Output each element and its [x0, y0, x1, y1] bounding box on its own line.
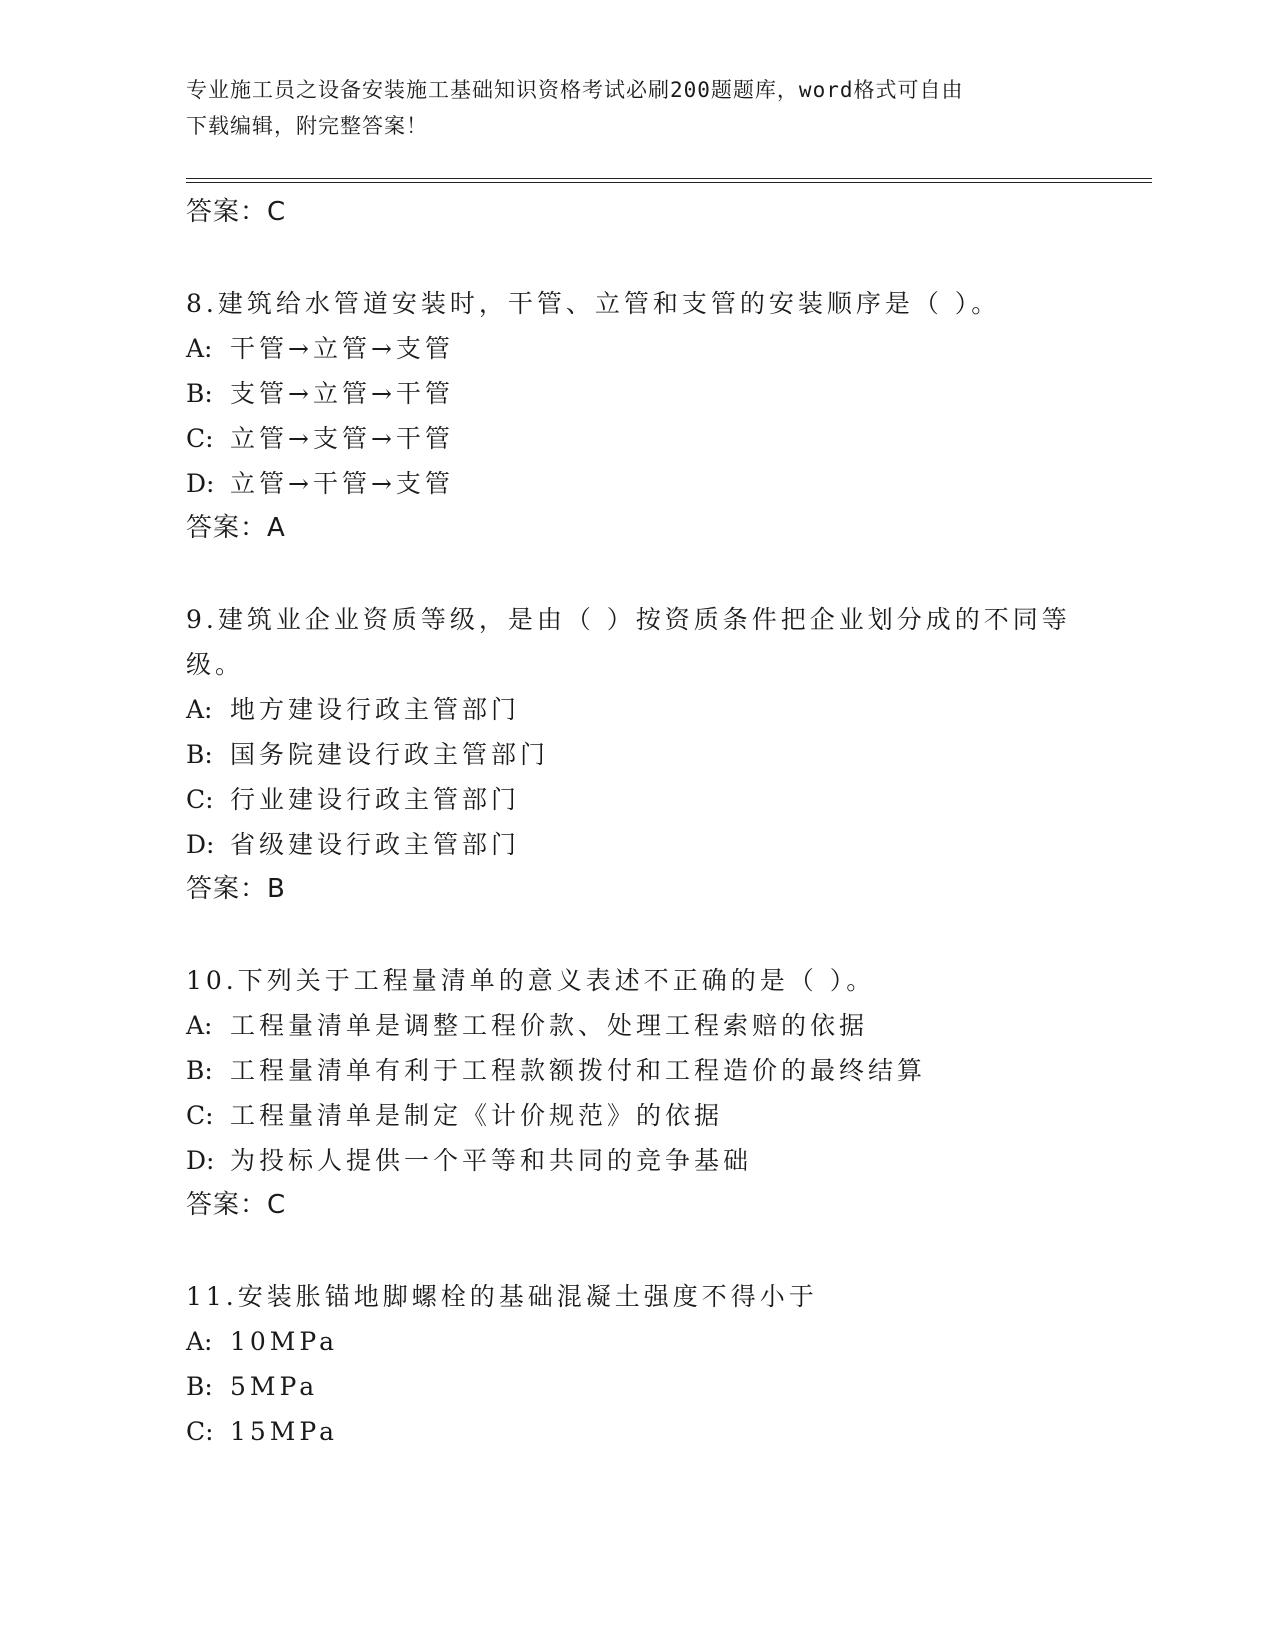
- option-key: C:: [186, 1101, 214, 1130]
- answer-label: 答案：: [186, 513, 268, 543]
- option-key: B:: [186, 1056, 213, 1085]
- option-a: [186, 1003, 1086, 1048]
- option-text: 工程量清单是制定《计价规范》的依据: [230, 1101, 724, 1130]
- header-divider: [186, 178, 1152, 183]
- option-key: C:: [186, 1417, 214, 1446]
- option-key: A:: [186, 1011, 213, 1040]
- option-key: D:: [186, 469, 215, 498]
- option-key: D:: [186, 1146, 215, 1175]
- answer-value: C: [267, 1190, 287, 1220]
- option-text: 5MPa: [230, 1372, 319, 1401]
- option-text: 省级建设行政主管部门: [230, 830, 521, 859]
- question-item: [186, 1274, 1086, 1454]
- option-a: [186, 1319, 1086, 1364]
- option-key: C:: [186, 424, 214, 453]
- option-a: [186, 687, 1086, 732]
- header-title-line-1: 专业施工员之设备安装施工基础知识资格考试必刷200题题库，word格式可自由: [186, 78, 964, 102]
- question-number: 11.: [186, 1282, 238, 1311]
- answer-label: 答案：: [186, 874, 268, 904]
- answer-line: [186, 867, 1086, 912]
- option-text: 立管→干管→支管: [230, 469, 454, 498]
- answer-value: C: [267, 197, 287, 227]
- option-c: [186, 1093, 1086, 1138]
- option-text: 工程量清单有利于工程款额拨付和工程造价的最终结算: [230, 1056, 927, 1085]
- option-b: [186, 1364, 1086, 1409]
- option-key: D:: [186, 830, 215, 859]
- document-header: [186, 72, 1086, 144]
- option-b: [186, 1048, 1086, 1093]
- answer-line: [186, 1183, 1086, 1228]
- question-text: 建筑给水管道安装时，干管、立管和支管的安装顺序是（ ）。: [217, 289, 1001, 318]
- option-text: 行业建设行政主管部门: [230, 785, 521, 814]
- answer-value: B: [267, 874, 286, 904]
- option-c: [186, 777, 1086, 822]
- option-text: 为投标人提供一个平等和共同的竞争基础: [230, 1146, 753, 1175]
- option-key: A:: [186, 334, 213, 363]
- option-b: [186, 371, 1086, 416]
- option-text: 10MPa: [230, 1327, 339, 1356]
- option-key: B:: [186, 740, 213, 769]
- option-key: B:: [186, 379, 213, 408]
- option-text: 立管→支管→干管: [230, 424, 454, 453]
- option-text: 干管→立管→支管: [230, 334, 454, 363]
- option-key: A:: [186, 695, 213, 724]
- option-a: [186, 326, 1086, 371]
- question-number: 9.: [186, 605, 218, 634]
- question-item: [186, 958, 1086, 1228]
- option-b: [186, 732, 1086, 777]
- option-c: [186, 1409, 1086, 1454]
- question-stem: [186, 281, 1086, 326]
- option-c: [186, 416, 1086, 461]
- option-text: 国务院建设行政主管部门: [230, 740, 550, 769]
- question-item: [186, 597, 1086, 912]
- question-stem: [186, 597, 1086, 687]
- answer-label: 答案：: [186, 197, 268, 227]
- question-text: 安装胀锚地脚螺栓的基础混凝土强度不得小于: [237, 1282, 818, 1311]
- option-text: 地方建设行政主管部门: [230, 695, 521, 724]
- option-text: 支管→立管→干管: [230, 379, 454, 408]
- answer-line: [186, 506, 1086, 551]
- header-title-line-2: 下载编辑，附完整答案！: [186, 114, 428, 138]
- answer-label: 答案：: [186, 1190, 268, 1220]
- question-text: 建筑业企业资质等级，是由（ ）按资质条件把企业划分成的不同等级。: [186, 605, 1071, 679]
- answer-value: A: [267, 513, 286, 543]
- option-key: B:: [186, 1372, 213, 1401]
- question-item: [186, 281, 1086, 551]
- question-stem: [186, 958, 1086, 1003]
- option-key: A:: [186, 1327, 213, 1356]
- option-text: 15MPa: [230, 1417, 339, 1446]
- answer-line: [186, 190, 1086, 235]
- question-number: 10.: [186, 966, 238, 995]
- option-key: C:: [186, 785, 214, 814]
- question-list: [186, 190, 1086, 1454]
- question-stem: [186, 1274, 1086, 1319]
- option-text: 工程量清单是调整工程价款、处理工程索赔的依据: [230, 1011, 869, 1040]
- option-d: [186, 461, 1086, 506]
- question-text: 下列关于工程量清单的意义表述不正确的是（ ）。: [237, 966, 876, 995]
- option-d: [186, 822, 1086, 867]
- option-d: [186, 1138, 1086, 1183]
- question-number: 8.: [186, 289, 218, 318]
